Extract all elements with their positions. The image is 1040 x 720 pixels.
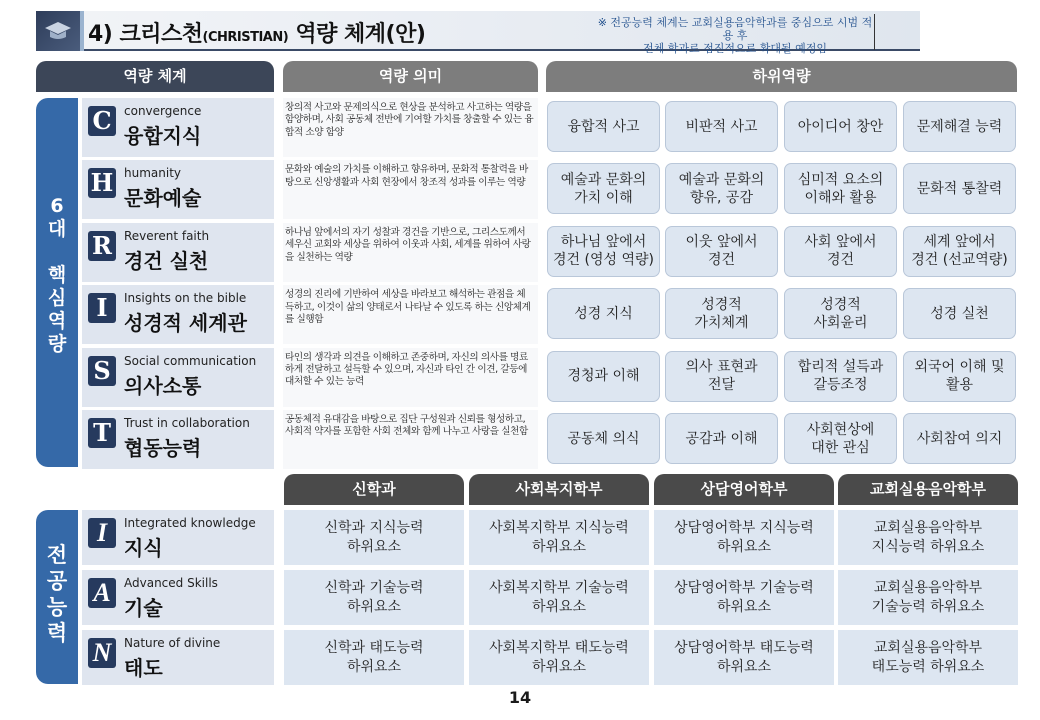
core-category bbox=[82, 410, 274, 469]
note-divider bbox=[874, 14, 875, 50]
sub-competency: 공감과 이해 bbox=[665, 413, 778, 464]
letter-badge: I bbox=[88, 518, 116, 548]
core-category bbox=[82, 223, 274, 282]
core-label: 6 대 핵 심 역 량 bbox=[36, 98, 78, 467]
sub-competency: 의사 표현과 전달 bbox=[665, 351, 778, 402]
competency-meaning: 타인의 생각과 의견을 이해하고 존중하며, 자신의 의사를 명료하게 전달하고 설득할 수 있으며, 자신과 타인 간 이견, 갈등에 대처할 수 있는 능력 bbox=[283, 348, 538, 407]
letter-badge: R bbox=[88, 231, 116, 261]
major-sub-element: 사회복지학부 지식능력 하위요소 bbox=[469, 510, 649, 565]
core-category bbox=[82, 348, 274, 407]
major-sub-element: 상담영어학부 지식능력 하위요소 bbox=[654, 510, 834, 565]
major-sub-element: 상담영어학부 기술능력 하위요소 bbox=[654, 570, 834, 625]
major-category bbox=[82, 570, 274, 625]
sub-competency: 이웃 앞에서 경건 bbox=[665, 226, 778, 277]
major-sub-element: 사회복지학부 기술능력 하위요소 bbox=[469, 570, 649, 625]
sub-competency: 사회참여 의지 bbox=[903, 413, 1016, 464]
page-number: 14 bbox=[508, 688, 532, 707]
sub-competency: 합리적 설득과 갈등조정 bbox=[784, 351, 897, 402]
competency-meaning: 성경의 진리에 기반하여 세상을 바라보고 해석하는 관점을 체득하고, 이것이 삶의 양태로서 나타날 수 있도록 하는 신앙체계를 실행함 bbox=[283, 285, 538, 344]
sub-competency: 문제해결 능력 bbox=[903, 101, 1016, 152]
category-korean: 기술 bbox=[124, 596, 163, 620]
department-header: 신학과 bbox=[284, 474, 464, 505]
sub-competency: 성경적 사회윤리 bbox=[784, 288, 897, 339]
major-sub-element: 교회실용음악학부 지식능력 하위요소 bbox=[838, 510, 1018, 565]
competency-meaning: 창의적 사고와 문제의식으로 현상을 분석하고 사고하는 역량을 함양하며, 사회 공동체 전반에 기여할 가치를 창출할 수 있는 융합적 소양 함양 bbox=[283, 98, 538, 157]
core-category bbox=[82, 98, 274, 157]
department-header: 사회복지학부 bbox=[469, 474, 649, 505]
category-english: Integrated knowledge bbox=[124, 516, 256, 530]
category-korean: 태도 bbox=[124, 656, 163, 680]
sub-competency: 공동체 의식 bbox=[547, 413, 660, 464]
category-korean: 지식 bbox=[124, 536, 163, 560]
category-korean: 협동능력 bbox=[124, 436, 202, 460]
category-korean: 의사소통 bbox=[124, 373, 202, 398]
major-label: 전 공 능 력 bbox=[36, 510, 78, 684]
major-sub-element: 교회실용음악학부 기술능력 하위요소 bbox=[838, 570, 1018, 625]
major-sub-element: 상담영어학부 태도능력 하위요소 bbox=[654, 630, 834, 685]
category-english: Trust in collaboration bbox=[124, 416, 250, 430]
competency-meaning: 공동체적 유대감을 바탕으로 집단 구성원과 신뢰를 형성하고, 사회적 약자를 포함한 사회 전체와 함께 나누고 사랑을 실천함 bbox=[283, 410, 538, 469]
category-english: Insights on the bible bbox=[124, 291, 247, 306]
category-korean: 문화예술 bbox=[124, 186, 202, 211]
core-category bbox=[82, 160, 274, 219]
major-sub-element: 신학과 태도능력 하위요소 bbox=[284, 630, 464, 685]
major-category bbox=[82, 630, 274, 685]
competency-meaning: 문화와 예술의 가치를 이해하고 향유하며, 문화적 통찰력을 바탕으로 신앙생활과 사회 현장에서 창조적 성과를 이루는 역량 bbox=[283, 160, 538, 219]
letter-badge: H bbox=[88, 168, 116, 198]
major-category bbox=[82, 510, 274, 565]
page-title: 4) 크리스천(CHRISTIAN) 역량 체계(안) bbox=[88, 22, 426, 47]
sub-competency: 사회현상에 대한 관심 bbox=[784, 413, 897, 464]
sub-competency: 문화적 통찰력 bbox=[903, 163, 1016, 214]
header-meaning: 역량 의미 bbox=[283, 61, 538, 92]
sub-competency: 하나님 앞에서 경건 (영성 역량) bbox=[547, 226, 660, 277]
graduation-cap-icon bbox=[36, 11, 80, 51]
sub-competency: 성경 지식 bbox=[547, 288, 660, 339]
sub-competency: 세계 앞에서 경건 (선교역량) bbox=[903, 226, 1016, 277]
major-sub-element: 사회복지학부 태도능력 하위요소 bbox=[469, 630, 649, 685]
competency-meaning: 하나님 앞에서의 자기 성찰과 경건을 기반으로, 그리스도께서 세우신 교회와 세상을 위하여 이웃과 사회, 세계를 위하여 사랑을 실천하는 역량 bbox=[283, 223, 538, 282]
letter-badge: T bbox=[88, 418, 116, 448]
sub-competency: 예술과 문화의 향유, 공감 bbox=[665, 163, 778, 214]
category-korean: 경건 실천 bbox=[124, 248, 209, 273]
category-english: Social communication bbox=[124, 353, 257, 368]
major-sub-element: 교회실용음악학부 태도능력 하위요소 bbox=[838, 630, 1018, 685]
category-korean: 융합지식 bbox=[124, 124, 202, 148]
sub-competency: 융합적 사고 bbox=[547, 101, 660, 152]
sub-competency: 예술과 문화의 가치 이해 bbox=[547, 163, 660, 214]
letter-badge: A bbox=[88, 578, 116, 608]
category-english: Advanced Skills bbox=[124, 576, 218, 590]
sub-competency: 사회 앞에서 경건 bbox=[784, 226, 897, 277]
category-english: humanity bbox=[124, 166, 181, 181]
letter-badge: I bbox=[88, 293, 116, 323]
sub-competency: 아이디어 창안 bbox=[784, 101, 897, 152]
sub-competency: 비판적 사고 bbox=[665, 101, 778, 152]
title-accent bbox=[80, 11, 84, 51]
category-english: Nature of divine bbox=[124, 636, 221, 650]
sub-competency: 외국어 이해 및 활용 bbox=[903, 351, 1016, 402]
category-korean: 성경적 세계관 bbox=[124, 311, 247, 336]
sub-competency: 성경적 가치체계 bbox=[665, 288, 778, 339]
sub-competency: 성경 실천 bbox=[903, 288, 1016, 339]
sub-competency: 경청과 이해 bbox=[547, 351, 660, 402]
department-header: 교회실용음악학부 bbox=[838, 474, 1018, 505]
major-sub-element: 신학과 지식능력 하위요소 bbox=[284, 510, 464, 565]
header-system: 역량 체계 bbox=[36, 61, 274, 92]
title-note: ※ 전공능력 체계는 교회실용음악학과를 중심으로 시범 적용 후 전체 학과로 점진적으로 확대될 예정임 bbox=[597, 16, 873, 55]
header-sub: 하위역량 bbox=[546, 61, 1017, 92]
letter-badge: N bbox=[88, 638, 116, 668]
category-english: Reverent faith bbox=[124, 228, 210, 243]
letter-badge: S bbox=[88, 356, 116, 386]
category-english: convergence bbox=[124, 104, 202, 118]
core-category bbox=[82, 285, 274, 344]
letter-badge: C bbox=[88, 106, 116, 136]
major-sub-element: 신학과 기술능력 하위요소 bbox=[284, 570, 464, 625]
sub-competency: 심미적 요소의 이해와 활용 bbox=[784, 163, 897, 214]
department-header: 상담영어학부 bbox=[654, 474, 834, 505]
